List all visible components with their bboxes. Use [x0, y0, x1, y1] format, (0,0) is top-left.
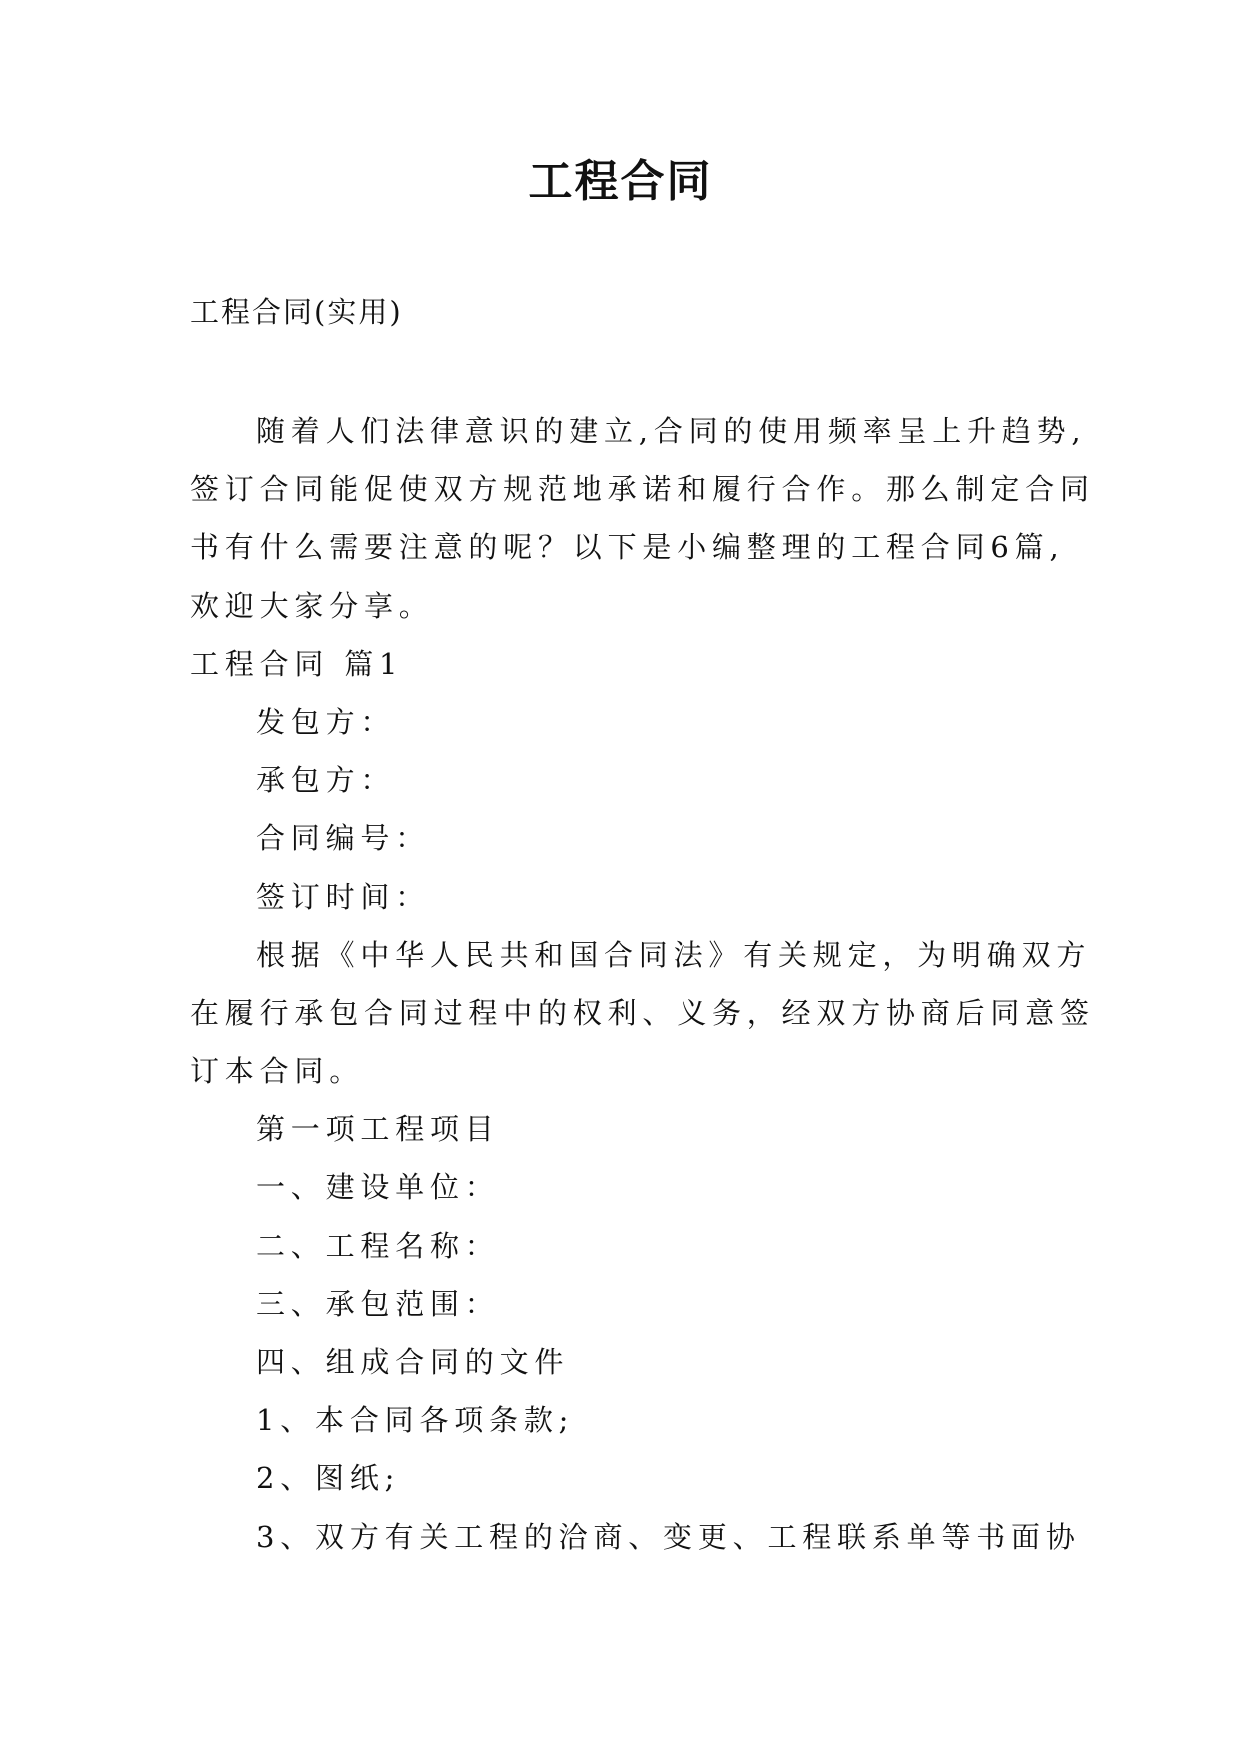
document-line: 一、建设单位：: [256, 1170, 500, 1205]
document-line: 承包方：: [256, 763, 396, 798]
document-body: [190, 402, 1095, 1566]
document-line: 2、图纸;: [256, 1461, 401, 1496]
document-line: 签订时间：: [256, 879, 431, 914]
document-line: 第一项工程项目: [256, 1112, 500, 1147]
document-line: 3、双方有关工程的洽商、变更、工程联系单等书面协: [256, 1519, 1081, 1554]
document-line: 欢迎大家分享。: [190, 588, 434, 623]
document-line: 1、本合同各项条款;: [256, 1403, 575, 1438]
document-line: 工程合同 篇1: [190, 646, 404, 681]
document-title: 工程合同: [528, 156, 713, 207]
document-line: 发包方：: [256, 704, 396, 739]
document-line: 三、承包范围：: [256, 1286, 500, 1321]
document-line: 书有什么需要注意的呢？以下是小编整理的工程合同6篇,: [190, 530, 1065, 565]
document-line: 签订合同能促使双方规范地承诺和履行合作。那么制定合同: [190, 472, 1095, 507]
document-subtitle: 工程合同(实用): [190, 295, 403, 329]
document-line: 在履行承包合同过程中的权利、义务，经双方协商后同意签: [190, 995, 1095, 1030]
document-line: 随着人们法律意识的建立,合同的使用频率呈上升趋势,: [256, 414, 1087, 448]
document-line: 二、工程名称：: [256, 1228, 500, 1263]
document-line: 根据《中华人民共和国合同法》有关规定，为明确双方: [256, 937, 1092, 972]
document-line: 合同编号：: [256, 821, 431, 856]
document-line: 四、组成合同的文件: [256, 1345, 570, 1379]
document-line: 订本合同。: [190, 1054, 365, 1089]
